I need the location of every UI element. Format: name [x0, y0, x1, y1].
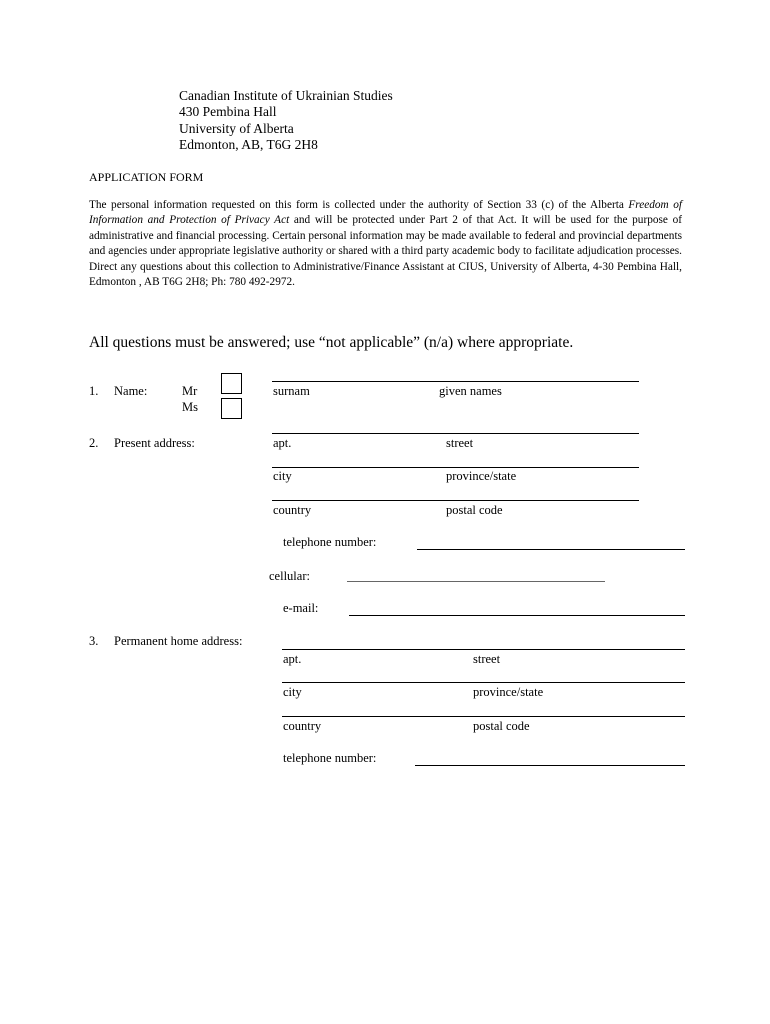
instruction: All questions must be answered; use “not applicable” (n/a) where appropriate.	[89, 334, 574, 351]
present-apt-label: apt.	[273, 436, 292, 450]
mr-label: Mr	[182, 384, 198, 398]
permanent-province-label: province/state	[473, 685, 544, 699]
ms-label: Ms	[182, 400, 198, 414]
mr-checkbox[interactable]	[221, 373, 242, 394]
permanent-city-label: city	[283, 685, 302, 699]
present-province-label: province/state	[446, 469, 517, 483]
institute-university: University of Alberta	[179, 121, 294, 136]
email-label: e-mail:	[283, 601, 319, 615]
permanent-apt-street-line[interactable]	[282, 649, 685, 650]
given-names-label: given names	[439, 384, 502, 398]
permanent-telephone-line[interactable]	[415, 765, 685, 766]
cellular-label: cellular:	[269, 569, 310, 583]
permanent-street-label: street	[473, 652, 501, 666]
institute-street: 430 Pembina Hall	[179, 104, 277, 119]
present-telephone-line[interactable]	[417, 549, 685, 550]
q3-number: 3.	[89, 634, 99, 648]
q1-number: 1.	[89, 384, 99, 398]
present-telephone-label: telephone number:	[283, 535, 377, 549]
permanent-apt-label: apt.	[283, 652, 302, 666]
present-street-label: street	[446, 436, 474, 450]
permanent-country-label: country	[283, 719, 322, 733]
cellular-line[interactable]	[347, 581, 605, 582]
q3-label: Permanent home address:	[114, 634, 243, 648]
name-input-line[interactable]	[272, 381, 639, 382]
present-country-label: country	[273, 503, 312, 517]
institute-name: Canadian Institute of Ukrainian Studies	[179, 88, 393, 103]
q2-number: 2.	[89, 436, 99, 450]
present-postal-label: postal code	[446, 503, 503, 517]
permanent-telephone-label: telephone number:	[283, 751, 377, 765]
privacy-notice	[89, 198, 682, 290]
present-city-label: city	[273, 469, 292, 483]
permanent-postal-label: postal code	[473, 719, 530, 733]
privacy-act-name: Freedom of Information and Protection of Privacy Act	[89, 199, 682, 227]
institute-city: Edmonton, AB, T6G 2H8	[179, 137, 318, 152]
q1-label: Name:	[114, 384, 148, 398]
ms-checkbox[interactable]	[221, 398, 242, 419]
present-country-line[interactable]	[272, 500, 639, 501]
surname-label: surnam	[273, 384, 310, 398]
permanent-country-line[interactable]	[282, 716, 685, 717]
email-line[interactable]	[349, 615, 685, 616]
permanent-city-line[interactable]	[282, 682, 685, 683]
present-apt-street-line[interactable]	[272, 433, 639, 434]
q2-label: Present address:	[114, 436, 195, 450]
privacy-text-1: The personal information requested on this form is collected under the authority of Section 33 (c) of the Alberta	[89, 199, 629, 211]
present-city-line[interactable]	[272, 467, 639, 468]
privacy-text-2: and will be protected under Part 2 of that Act. It will be used for the purpose of administrative and financial processing. Certain personal information may be made available to federal and provincial departments and agencies under appropriate legislative authority or shared with a third party academic body to facilitate adjudication processes. Direct any questions about this collection to Administrative/Finance Assistant at CIUS, University of Alberta, 4-30 Pembina Hall, Edmonton , AB T6G 2H8; Ph: 780 492-2972.	[89, 214, 682, 289]
form-title: APPLICATION FORM	[89, 170, 204, 184]
